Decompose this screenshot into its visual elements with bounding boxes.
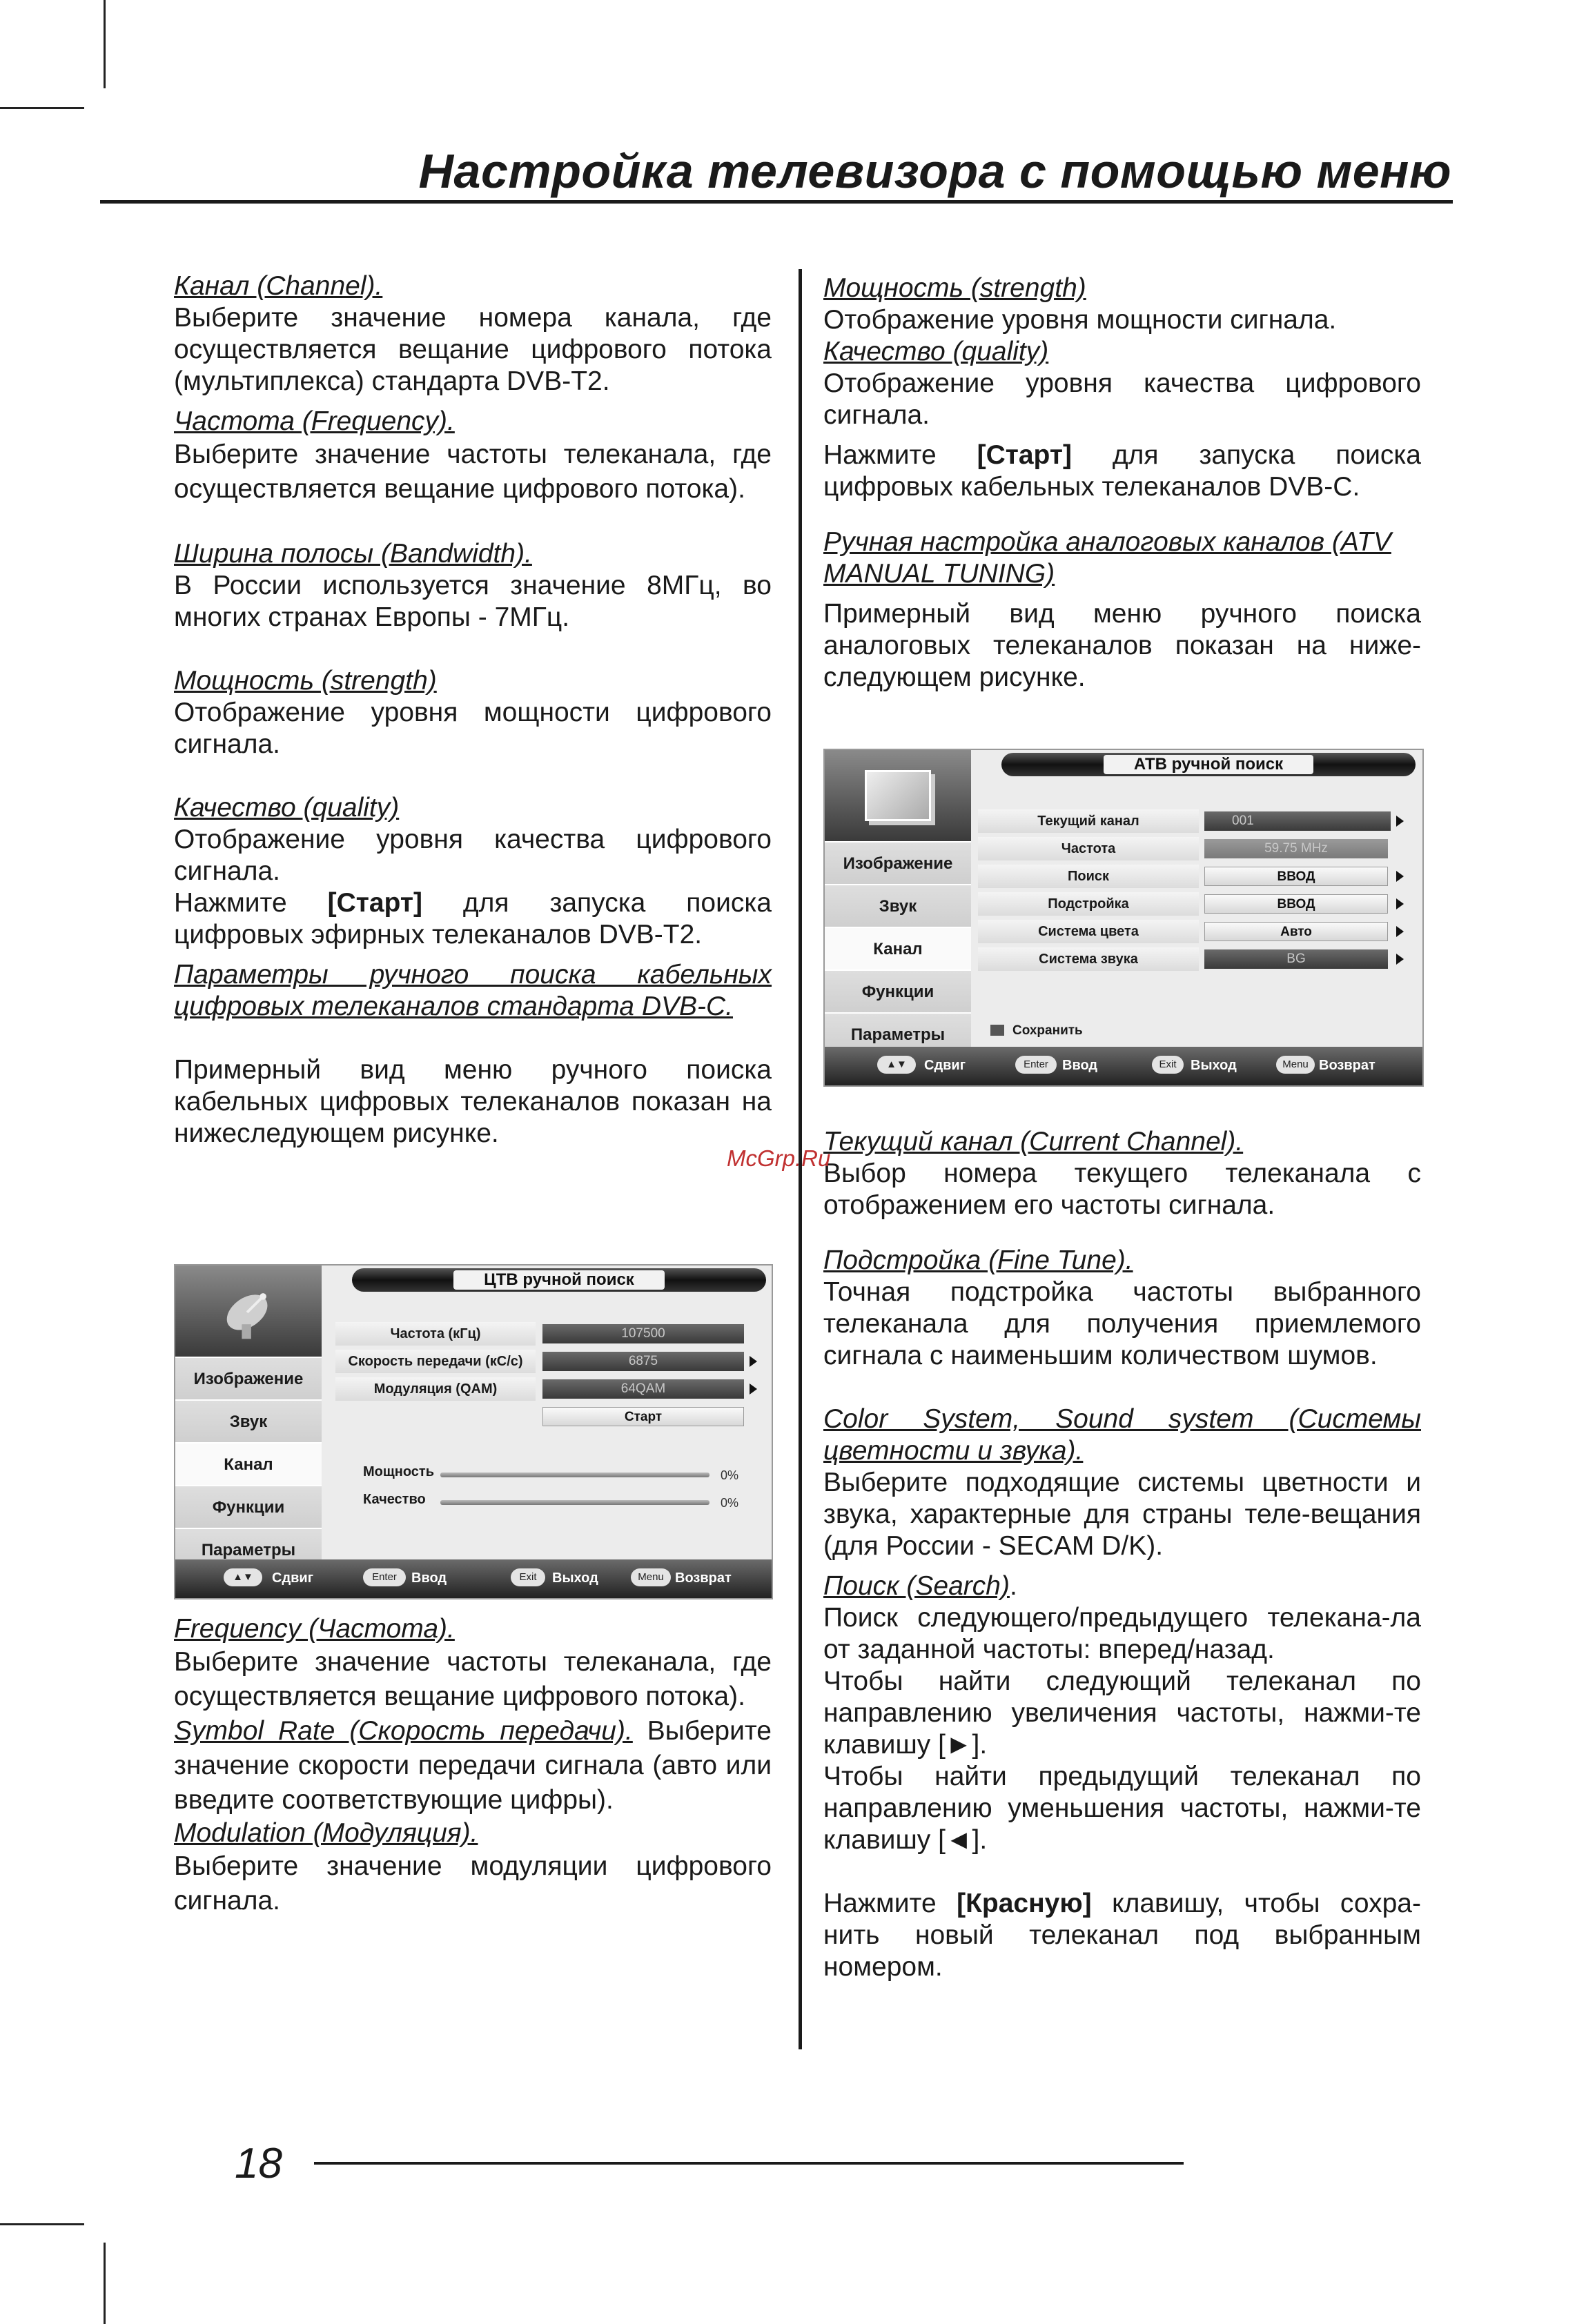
right-arrow-icon	[1396, 816, 1404, 827]
tv-menu-functions[interactable]: Функции	[825, 969, 971, 1012]
tv-menu-title-bar	[352, 1268, 766, 1292]
red-pre: Нажмите	[823, 1889, 957, 1918]
start-key: [Старт]	[327, 888, 422, 918]
modulation-value[interactable]: 64QAM	[542, 1379, 744, 1399]
atv-frequency-value[interactable]: 59.75 MHz	[1204, 839, 1388, 858]
tv-menu-picture[interactable]: Изображение	[175, 1357, 322, 1399]
start-instruction-right	[823, 440, 1421, 503]
crop-mark	[0, 2223, 84, 2225]
move-hint: Сдвиг	[924, 1058, 966, 1073]
search-text-3: Чтобы найти предыдущий телеканал по направлению уменьшения частоты, нажми-те клавишу [◄].	[823, 1762, 1421, 1855]
start-post: для запуска поиска цифровых эфирных телеканалов DVB-T2.	[174, 888, 772, 949]
page-number: 18	[235, 2140, 282, 2187]
tv-hint-bar	[175, 1559, 772, 1598]
color-system-row[interactable]	[978, 920, 1420, 943]
color-system-label: Система цвета	[978, 920, 1199, 943]
back-hint: Возврат	[675, 1570, 732, 1586]
left-column	[174, 270, 772, 1150]
strength-meter-value: 0%	[721, 1468, 739, 1482]
tv-menu-functions[interactable]: Функции	[175, 1485, 322, 1528]
frequency2-heading: Frequency (Частота).	[174, 1614, 455, 1644]
fine-tune-label: Подстройка	[978, 892, 1199, 916]
color-system-text: Выберите подходящие системы цветности и звука, характерные для страны теле-вещания (для России - SECAM D/K).	[823, 1468, 1421, 1561]
search-heading-line	[823, 1570, 1421, 1602]
red-key-instruction	[823, 1888, 1421, 1983]
symbol-rate-desc: Выберите значение скорости передачи сигнала (авто или введите соответствующие цифры).	[174, 1716, 772, 1815]
move-key-icon: ▲▼	[224, 1568, 262, 1586]
bandwidth-heading: Ширина полосы (Bandwidth).	[174, 539, 532, 569]
current-channel-value[interactable]: 001	[1204, 811, 1391, 831]
right-arrow-icon	[1396, 926, 1404, 937]
atv-frequency-label: Частота	[978, 837, 1199, 860]
quality-meter-value: 0%	[721, 1496, 739, 1510]
tv-menu-channel[interactable]: Канал	[825, 927, 971, 969]
right-arrow-icon	[750, 1356, 757, 1367]
strength-meter	[440, 1473, 709, 1477]
search-text-2: Чтобы найти следующий телеканал по направлению увеличения частоты, нажми-те клавишу [►].	[823, 1666, 1421, 1760]
quality-heading-right: Качество (quality)	[823, 337, 1049, 366]
tv-hint-bar	[825, 1047, 1422, 1085]
start-instruction	[174, 887, 772, 951]
search-text-1: Поиск следующего/предыдущего телекана-ла от заданной частоты: вперед/назад.	[823, 1603, 1421, 1664]
tv-menu-title: АТВ ручной поиск	[1104, 755, 1313, 774]
dtv-manual-search-screenshot	[174, 1264, 773, 1599]
crop-mark	[104, 0, 106, 88]
right-arrow-icon	[1396, 898, 1404, 909]
tv-sidebar	[825, 750, 971, 1047]
exit-hint: Выход	[1191, 1058, 1237, 1073]
search-heading-dot: .	[1009, 1571, 1017, 1601]
color-system-heading: Color System, Sound system (Системы цветности и звука).	[823, 1404, 1421, 1466]
cable-text: Примерный вид меню ручного поиска кабельных цифровых телеканалов показан на нижеследующем рисунке.	[174, 1055, 772, 1148]
frequency-label: Частота (кГц)	[335, 1322, 536, 1346]
current-channel-text: Выбор номера текущего телеканала с отображением его частоты сигнала.	[823, 1159, 1421, 1220]
move-hint: Сдвиг	[272, 1570, 314, 1586]
start-pre-right: Нажмите	[823, 440, 977, 470]
back-hint: Возврат	[1319, 1058, 1375, 1073]
current-channel-heading: Текущий канал (Current Channel).	[823, 1127, 1244, 1156]
right-arrow-icon	[1396, 871, 1404, 882]
move-key-icon: ▲▼	[877, 1056, 916, 1074]
red-post: клавишу, чтобы сохра-нить новый телеканал под выбранным номером.	[823, 1889, 1421, 1982]
frequency-row[interactable]	[335, 1322, 763, 1346]
fine-tune-heading: Подстройка (Fine Tune).	[823, 1245, 1133, 1275]
sound-system-value[interactable]: BG	[1204, 949, 1388, 969]
exit-hint: Выход	[552, 1570, 598, 1586]
footer-rule	[314, 2162, 1184, 2165]
tv-menu-sound[interactable]: Звук	[825, 884, 971, 927]
watermark: McGrp.Ru	[727, 1145, 831, 1171]
title-rule	[100, 200, 1453, 204]
search-value[interactable]: ВВОД	[1204, 867, 1388, 886]
channel-text: Выберите значение номера канала, где осуществляется вещание цифрового потока (мультиплекса) стандарта DVB-T2.	[174, 303, 772, 396]
save-label: Сохранить	[1012, 1023, 1083, 1038]
atv-frequency-row[interactable]	[978, 837, 1420, 860]
symbol-rate-heading: Symbol Rate (Скорость передачи).	[174, 1716, 633, 1746]
cable-heading: Параметры ручного поиска кабельных цифровых телеканалов стандарта DVB-C.	[174, 960, 772, 1021]
quality-text: Отображение уровня качества цифрового сигнала.	[174, 825, 772, 886]
enter-hint: Ввод	[411, 1570, 447, 1586]
menu-key-icon: Menu	[1276, 1056, 1315, 1074]
crop-mark	[0, 107, 84, 109]
enter-hint: Ввод	[1062, 1058, 1098, 1073]
tv-menu-sound[interactable]: Звук	[175, 1399, 322, 1442]
quality-heading: Качество (quality)	[174, 793, 400, 823]
modulation-text: Выберите значение модуляции цифрового сигнала.	[174, 1851, 772, 1916]
start-post-right: для запуска поиска цифровых кабельных телеканалов DVB-C.	[823, 440, 1421, 502]
tv-menu-title-bar	[1001, 753, 1416, 776]
start-pre: Нажмите	[174, 888, 328, 918]
right-arrow-icon	[750, 1383, 757, 1395]
atv-heading: Ручная настройка аналоговых каналов (ATV MANUAL TUNING)	[823, 527, 1391, 589]
left-column-lower	[174, 1613, 772, 1918]
start-key-right: [Старт]	[977, 440, 1072, 470]
strength-heading-right: Мощность (strength)	[823, 273, 1086, 303]
start-row[interactable]	[542, 1405, 750, 1428]
enter-key-icon: Enter	[363, 1568, 406, 1586]
fine-tune-text: Точная подстройка частоты выбранного телеканала для получения приемлемого сигнала с наименьшим количеством шумов.	[823, 1277, 1421, 1370]
search-row[interactable]	[978, 865, 1420, 888]
frequency-text: Выберите значение частоты телеканала, где осуществляется вещание цифрового потока).	[174, 440, 772, 504]
quality-meter-label: Качество	[363, 1492, 426, 1507]
search-label: Поиск	[978, 865, 1199, 888]
strength-meter-label: Мощность	[363, 1464, 434, 1479]
right-column	[823, 273, 1421, 693]
exit-key-icon: Exit	[511, 1568, 545, 1586]
red-save-key-icon	[990, 1025, 1004, 1036]
bandwidth-text: В России используется значение 8МГц, во многих странах Европы - 7МГц.	[174, 571, 772, 632]
modulation-heading: Modulation (Модуляция).	[174, 1818, 478, 1848]
tv-menu-settings[interactable]: Параметры	[175, 1528, 322, 1570]
fine-tune-row[interactable]	[978, 892, 1420, 916]
symbol-rate-row[interactable]	[335, 1350, 763, 1373]
picture-icon	[825, 750, 971, 841]
atv-manual-search-screenshot	[823, 749, 1424, 1087]
channel-heading: Канал (Channel).	[174, 271, 383, 301]
crop-mark	[104, 2243, 106, 2324]
red-key: [Красную]	[957, 1889, 1092, 1918]
modulation-row[interactable]	[335, 1377, 763, 1401]
search-heading: Поиск (Search)	[823, 1571, 1010, 1601]
frequency2-text: Выберите значение частоты телеканала, где осуществляется вещание цифрового потока).	[174, 1647, 772, 1711]
right-column-lower	[823, 1126, 1421, 1983]
current-channel-row[interactable]	[978, 809, 1420, 833]
quality-meter	[440, 1500, 709, 1505]
atv-text: Примерный вид меню ручного поиска аналоговых телеканалов показан на ниже-следующем рисунке.	[823, 599, 1421, 692]
exit-key-icon: Exit	[1152, 1056, 1184, 1074]
right-arrow-icon	[1396, 954, 1404, 965]
modulation-label: Модуляция (QAM)	[335, 1377, 536, 1401]
symbol-rate-label: Скорость передачи (кС/с)	[335, 1350, 536, 1373]
tv-menu-title: ЦТВ ручной поиск	[453, 1270, 665, 1290]
menu-key-icon: Menu	[631, 1568, 671, 1586]
current-channel-label: Текущий канал	[978, 809, 1199, 833]
frequency-value[interactable]: 107500	[542, 1324, 744, 1343]
sound-system-label: Система звука	[978, 947, 1199, 971]
strength-heading: Мощность (strength)	[174, 666, 437, 696]
tv-sidebar	[175, 1266, 322, 1559]
tv-menu-settings[interactable]: Параметры	[825, 1012, 971, 1055]
strength-text-right: Отображение уровня мощности сигнала.	[823, 305, 1337, 335]
tv-menu-channel[interactable]: Канал	[175, 1442, 322, 1485]
channel-dish-icon	[175, 1266, 322, 1357]
enter-key-icon: Enter	[1015, 1056, 1057, 1074]
color-system-value[interactable]: Авто	[1204, 922, 1388, 941]
strength-text: Отображение уровня мощности цифрового сигнала.	[174, 698, 772, 759]
quality-text-right: Отображение уровня качества цифрового сигнала.	[823, 368, 1421, 430]
frequency-heading: Частота (Frequency).	[174, 406, 455, 436]
tv-menu-picture[interactable]: Изображение	[825, 841, 971, 884]
fine-tune-value[interactable]: ВВОД	[1204, 894, 1388, 914]
page-title: Настройка телевизора с помощью меню	[418, 144, 1451, 198]
start-button[interactable]: Старт	[542, 1407, 744, 1426]
symbol-rate-value[interactable]: 6875	[542, 1352, 744, 1371]
sound-system-row[interactable]	[978, 947, 1420, 971]
symbol-rate-text	[174, 1714, 772, 1818]
